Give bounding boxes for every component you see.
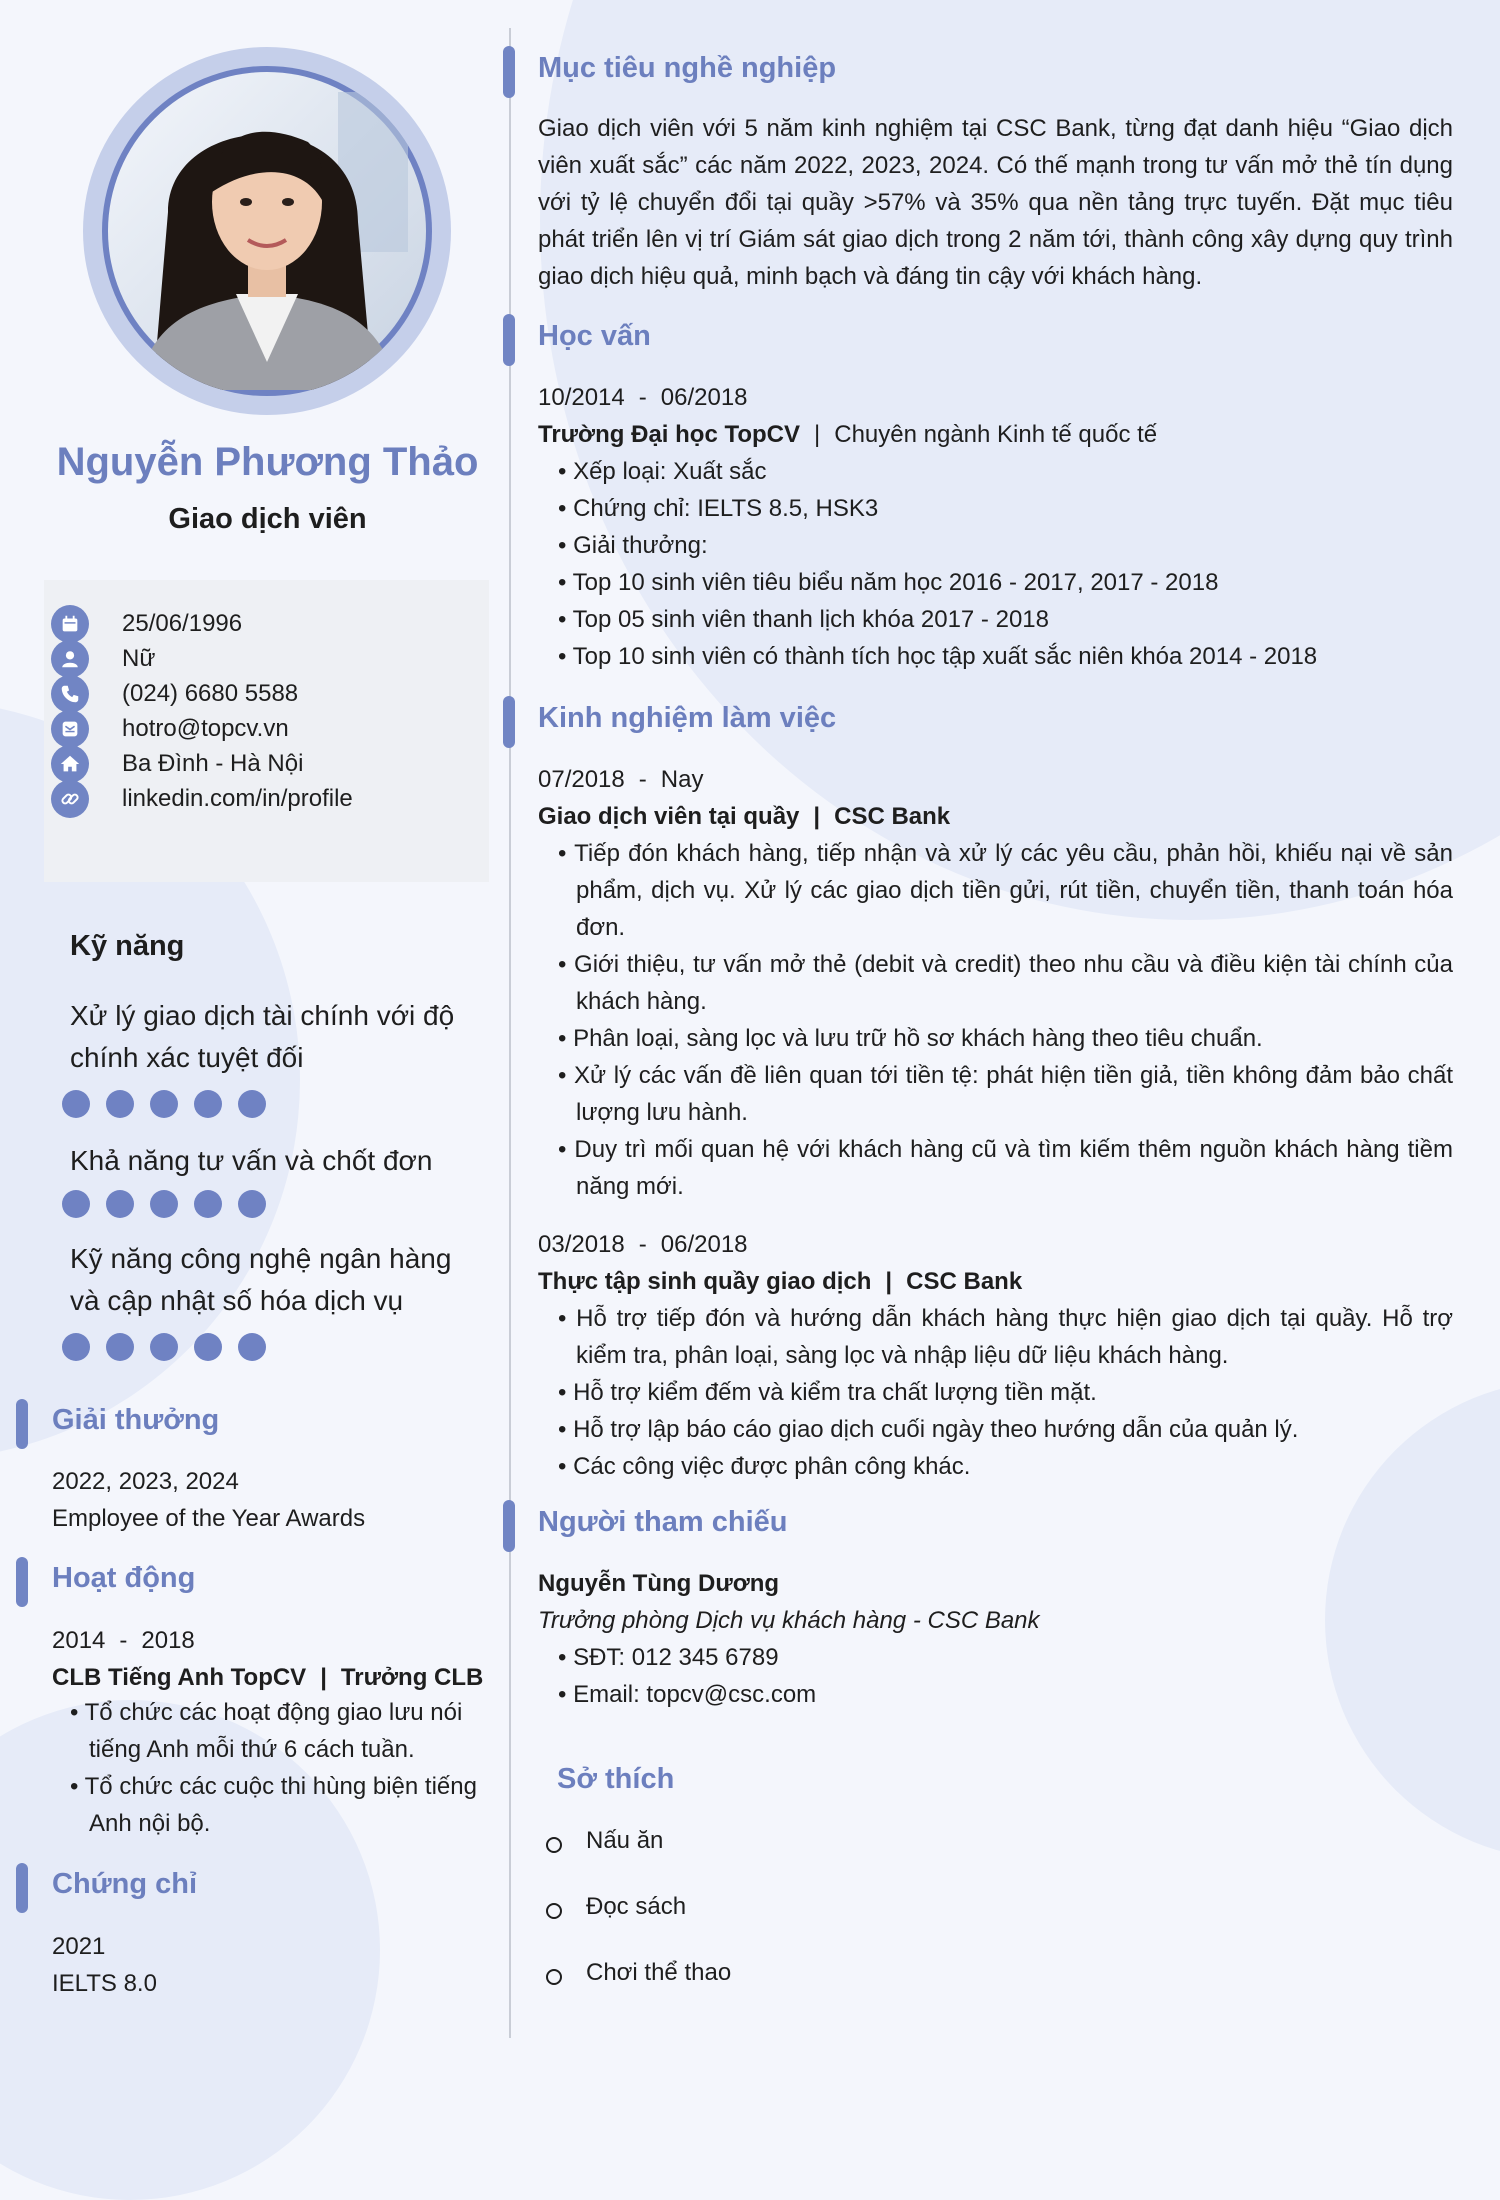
job-end: Nay (660, 766, 704, 793)
bullet-text: Email: topcv@csc.com (573, 1681, 817, 1708)
job-title-line (538, 798, 950, 835)
experience-heading: Kinh nghiệm làm việc (538, 702, 837, 734)
activity-period (52, 1627, 195, 1655)
birthday-text: 25/06/1996 (122, 610, 243, 637)
rating-dot (194, 1190, 222, 1218)
reference-name: Nguyễn Tùng Dương (538, 1570, 780, 1597)
references-heading: Người tham chiếu (538, 1506, 788, 1538)
reference-contacts (558, 1639, 1453, 1713)
section-marker (503, 314, 515, 366)
activity-bullet-text: Tổ chức các cuộc thi hùng biện tiếng Anh nội bộ. (84, 1773, 477, 1837)
activity-bullet: • Tổ chức các hoạt động giao lưu nói tiếng Anh mỗi thứ 6 cách tuần. (70, 1699, 463, 1763)
job-position: Thực tập sinh quầy giao dịch (538, 1268, 872, 1295)
bullet-text: Top 10 sinh viên có thành tích học tập xuất sắc niên khóa 2014 - 2018 (572, 643, 1318, 670)
contact-box (44, 580, 489, 882)
link-icon (51, 780, 89, 818)
job-bullet: • Hỗ trợ kiểm đếm và kiểm tra chất lượng tiền mặt. (558, 1379, 1097, 1406)
school-name: Trường Đại học TopCV (538, 421, 800, 448)
education-school-line (538, 416, 1157, 453)
job-bullet: • Tiếp đón khách hàng, tiếp nhận và xử lý các yêu cầu, phản hồi, khiếu nại về sản phẩm, dịch vụ. Xử lý các giao dịch tiền gửi, rút tiền, chuyển tiền, thanh toán hóa đơn. (558, 840, 1453, 941)
avatar (83, 47, 451, 415)
reference-phone: • SĐT: 012 345 6789 (558, 1644, 779, 1671)
education-bullet: • Top 05 sinh viên thanh lịch khóa 2017 - 2018 (558, 606, 1049, 633)
job-bullet: • Giới thiệu, tư vấn mở thẻ (debit và credit) theo nhu cầu và điều kiện tài chính của khách hàng. (558, 951, 1453, 1015)
bullet-text: Các công việc được phân công khác. (573, 1453, 971, 1480)
skill-name: Khả năng tư vấn và chốt đơn (70, 1145, 433, 1176)
contact-linkedin (51, 779, 353, 819)
education-bullet: • Top 10 sinh viên tiêu biểu năm học 2016 - 2017, 2017 - 2018 (558, 569, 1219, 596)
hobby-item (546, 1959, 731, 1987)
reference-role: Trưởng phòng Dịch vụ khách hàng - CSC Bank (538, 1607, 1040, 1634)
bullet-text: Hỗ trợ kiểm đếm và kiểm tra chất lượng tiền mặt. (573, 1379, 1097, 1406)
education-bullets (558, 453, 1453, 675)
skill-rating (62, 1333, 282, 1361)
contact-birthday (51, 604, 242, 644)
bullet-text: Top 05 sinh viên thanh lịch khóa 2017 - 2018 (572, 606, 1049, 633)
date-dash: - (638, 1231, 647, 1258)
circle-bullet-icon (546, 1969, 562, 1985)
job-end: 06/2018 (660, 1231, 748, 1258)
bullet-text: Duy trì mối quan hệ với khách hàng cũ và tìm kiếm thêm nguồn khách hàng tiềm năng mới. (574, 1136, 1453, 1200)
bullet-text: Giới thiệu, tư vấn mở thẻ (debit và credit) theo nhu cầu và điều kiện tài chính của khách hàng. (574, 951, 1453, 1015)
contact-address (51, 744, 303, 784)
job-bullets (558, 1300, 1453, 1485)
certificate-name: IELTS 8.0 (52, 1970, 157, 1997)
activity-role: Trưởng CLB (340, 1664, 484, 1691)
job-bullet: • Hỗ trợ tiếp đón và hướng dẫn khách hàng thực hiện giao dịch tại quầy. Hỗ trợ kiểm tra, phân loại, sàng lọc và nhập liệu dữ liệu khách hàng. (558, 1305, 1454, 1369)
portrait-photo (108, 72, 426, 390)
activity-bullet-text: Tổ chức các hoạt động giao lưu nói tiếng Anh mỗi thứ 6 cách tuần. (84, 1699, 463, 1763)
education-period (538, 379, 748, 416)
education-bullet: • Xếp loại: Xuất sắc (558, 458, 767, 485)
linkedin-link[interactable]: linkedin.com/in/profile (122, 785, 353, 812)
phone-icon (51, 675, 89, 713)
rating-dot (106, 1090, 134, 1118)
major-name: Chuyên ngành Kinh tế quốc tế (834, 421, 1158, 448)
objective-heading: Mục tiêu nghề nghiệp (538, 52, 837, 84)
candidate-name: Nguyễn Phương Thảo (56, 440, 479, 484)
bullet-text: Phân loại, sàng lọc và lưu trữ hồ sơ khách hàng theo tiêu chuẩn. (573, 1025, 1263, 1052)
hobby-text: Chơi thể thao (586, 1959, 732, 1986)
award-name: Employee of the Year Awards (52, 1505, 366, 1532)
bullet-text: Xử lý các vấn đề liên quan tới tiền tệ: phát hiện tiền giả, tiền không đảm bảo chất lượng lưu hành. (574, 1062, 1453, 1126)
rating-dot (62, 1090, 90, 1118)
contact-email (51, 709, 289, 749)
hobby-text: Nấu ăn (586, 1827, 664, 1854)
activity-start: 2014 (52, 1627, 106, 1654)
skill-name: Kỹ năng công nghệ ngân hàng và cập nhật số hóa dịch vụ (70, 1243, 452, 1316)
circle-bullet-icon (546, 1903, 562, 1919)
job-period (538, 761, 703, 798)
job-position: Giao dịch viên tại quầy (538, 803, 800, 830)
date-dash: - (638, 766, 647, 793)
section-marker (16, 1557, 28, 1607)
bullet-text: SĐT: 012 345 6789 (573, 1644, 779, 1671)
home-icon (51, 745, 89, 783)
date-dash: - (638, 384, 647, 411)
job-start: 07/2018 (538, 766, 625, 793)
bullet-text: Giải thưởng: (573, 532, 708, 559)
rating-dot (106, 1333, 134, 1361)
skill-rating (62, 1090, 282, 1118)
section-marker (16, 1399, 28, 1449)
skills-heading: Kỹ năng (70, 930, 185, 962)
separator: | (885, 1268, 893, 1295)
education-bullet: • Top 10 sinh viên có thành tích học tập xuất sắc niên khóa 2014 - 2018 (558, 643, 1318, 670)
hobby-item (546, 1827, 663, 1855)
separator: | (813, 803, 821, 830)
rating-dot (238, 1333, 266, 1361)
bullet-text: Top 10 sinh viên tiêu biểu năm học 2016 - 2017, 2017 - 2018 (572, 569, 1219, 596)
rating-dot (150, 1190, 178, 1218)
phone-text: (024) 6680 5588 (122, 680, 299, 707)
rating-dot (150, 1333, 178, 1361)
rating-dot (62, 1333, 90, 1361)
separator: | (814, 421, 821, 448)
rating-dot (238, 1190, 266, 1218)
education-start: 10/2014 (538, 384, 625, 411)
award-year: 2022, 2023, 2024 (52, 1468, 239, 1495)
hobby-text: Đọc sách (586, 1893, 687, 1920)
job-bullets (558, 835, 1453, 1205)
activity-end: 2018 (141, 1627, 195, 1654)
education-bullet: • Giải thưởng: (558, 532, 708, 559)
contact-phone (51, 674, 298, 714)
bullet-text: Hỗ trợ tiếp đón và hướng dẫn khách hàng thực hiện giao dịch tại quầy. Hỗ trợ kiểm tra, phân loại, sàng lọc và nhập liệu dữ liệu khách hàng. (576, 1305, 1454, 1369)
skill-name: Xử lý giao dịch tài chính với độ chính xác tuyệt đối (70, 1000, 455, 1073)
job-bullet: • Hỗ trợ lập báo cáo giao dịch cuối ngày theo hướng dẫn của quản lý. (558, 1416, 1299, 1443)
gender-text: Nữ (122, 645, 156, 672)
bullet-text: Chứng chỉ: IELTS 8.5, HSK3 (573, 495, 879, 522)
date-dash: - (119, 1627, 128, 1654)
rating-dot (62, 1190, 90, 1218)
education-heading: Học vấn (538, 320, 651, 352)
bullet-text: Xếp loại: Xuất sắc (573, 458, 767, 485)
awards-heading: Giải thưởng (52, 1404, 220, 1436)
bullet-text: Hỗ trợ lập báo cáo giao dịch cuối ngày theo hướng dẫn của quản lý. (573, 1416, 1299, 1443)
activity-org: CLB Tiếng Anh TopCV (52, 1664, 307, 1691)
section-marker (16, 1863, 28, 1913)
job-bullet: • Các công việc được phân công khác. (558, 1453, 971, 1480)
rating-dot (238, 1090, 266, 1118)
email-link[interactable]: hotro@topcv.vn (122, 715, 289, 742)
separator: | (320, 1664, 327, 1691)
bullet-text: Tiếp đón khách hàng, tiếp nhận và xử lý các yêu cầu, phản hồi, khiếu nại về sản phẩm, dịch vụ. Xử lý các giao dịch tiền gửi, rút tiền, chuyển tiền, thanh toán hóa đơn. (574, 840, 1453, 941)
job-bullet: • Xử lý các vấn đề liên quan tới tiền tệ: phát hiện tiền giả, tiền không đảm bảo chất lượng lưu hành. (558, 1062, 1453, 1126)
section-marker (503, 1500, 515, 1552)
certificate-year: 2021 (52, 1933, 106, 1960)
job-company: CSC Bank (834, 803, 951, 830)
hobbies-heading: Sở thích (557, 1763, 675, 1795)
job-bullet: • Phân loại, sàng lọc và lưu trữ hồ sơ khách hàng theo tiêu chuẩn. (558, 1025, 1263, 1052)
candidate-job-title: Giao dịch viên (168, 503, 367, 535)
skill-rating (62, 1190, 282, 1218)
email-icon (51, 710, 89, 748)
job-start: 03/2018 (538, 1231, 625, 1258)
rating-dot (194, 1333, 222, 1361)
job-company: CSC Bank (906, 1268, 1023, 1295)
reference-email: • Email: topcv@csc.com (558, 1681, 817, 1708)
hobby-item (546, 1893, 686, 1921)
activity-org-line (52, 1664, 483, 1692)
job-period (538, 1226, 748, 1263)
rating-dot (106, 1190, 134, 1218)
rating-dot (150, 1090, 178, 1118)
education-bullet: • Chứng chỉ: IELTS 8.5, HSK3 (558, 495, 879, 522)
calendar-icon (51, 605, 89, 643)
activity-bullet: • Tổ chức các cuộc thi hùng biện tiếng Anh nội bộ. (70, 1773, 477, 1837)
job-bullet: • Duy trì mối quan hệ với khách hàng cũ và tìm kiếm thêm nguồn khách hàng tiềm năng mới. (558, 1136, 1453, 1200)
education-end: 06/2018 (660, 384, 748, 411)
contact-gender (51, 639, 155, 679)
address-text: Ba Đình - Hà Nội (122, 750, 304, 777)
job-title-line (538, 1263, 1022, 1300)
section-marker (503, 696, 515, 748)
activities-heading: Hoạt động (52, 1562, 196, 1594)
section-marker (503, 46, 515, 98)
objective-text: Giao dịch viên với 5 năm kinh nghiệm tại CSC Bank, từng đạt danh hiệu “Giao dịch viên xuất sắc” các năm 2022, 2023, 2024. Có thế mạnh trong tư vấn mở thẻ tín dụng với tỷ lệ chuyển đổi tại quầy >57% và 35% qua nền tảng trực tuyến. Đặt mục tiêu phát triển lên vị trí Giám sát giao dịch trong 2 năm tới, thành công xây dựng quy trình giao dịch hiệu quả, minh bạch và đáng tin cậy với khách hàng. (538, 115, 1453, 290)
rating-dot (194, 1090, 222, 1118)
certificates-heading: Chứng chỉ (52, 1868, 198, 1900)
user-icon (51, 640, 89, 678)
circle-bullet-icon (546, 1837, 562, 1853)
